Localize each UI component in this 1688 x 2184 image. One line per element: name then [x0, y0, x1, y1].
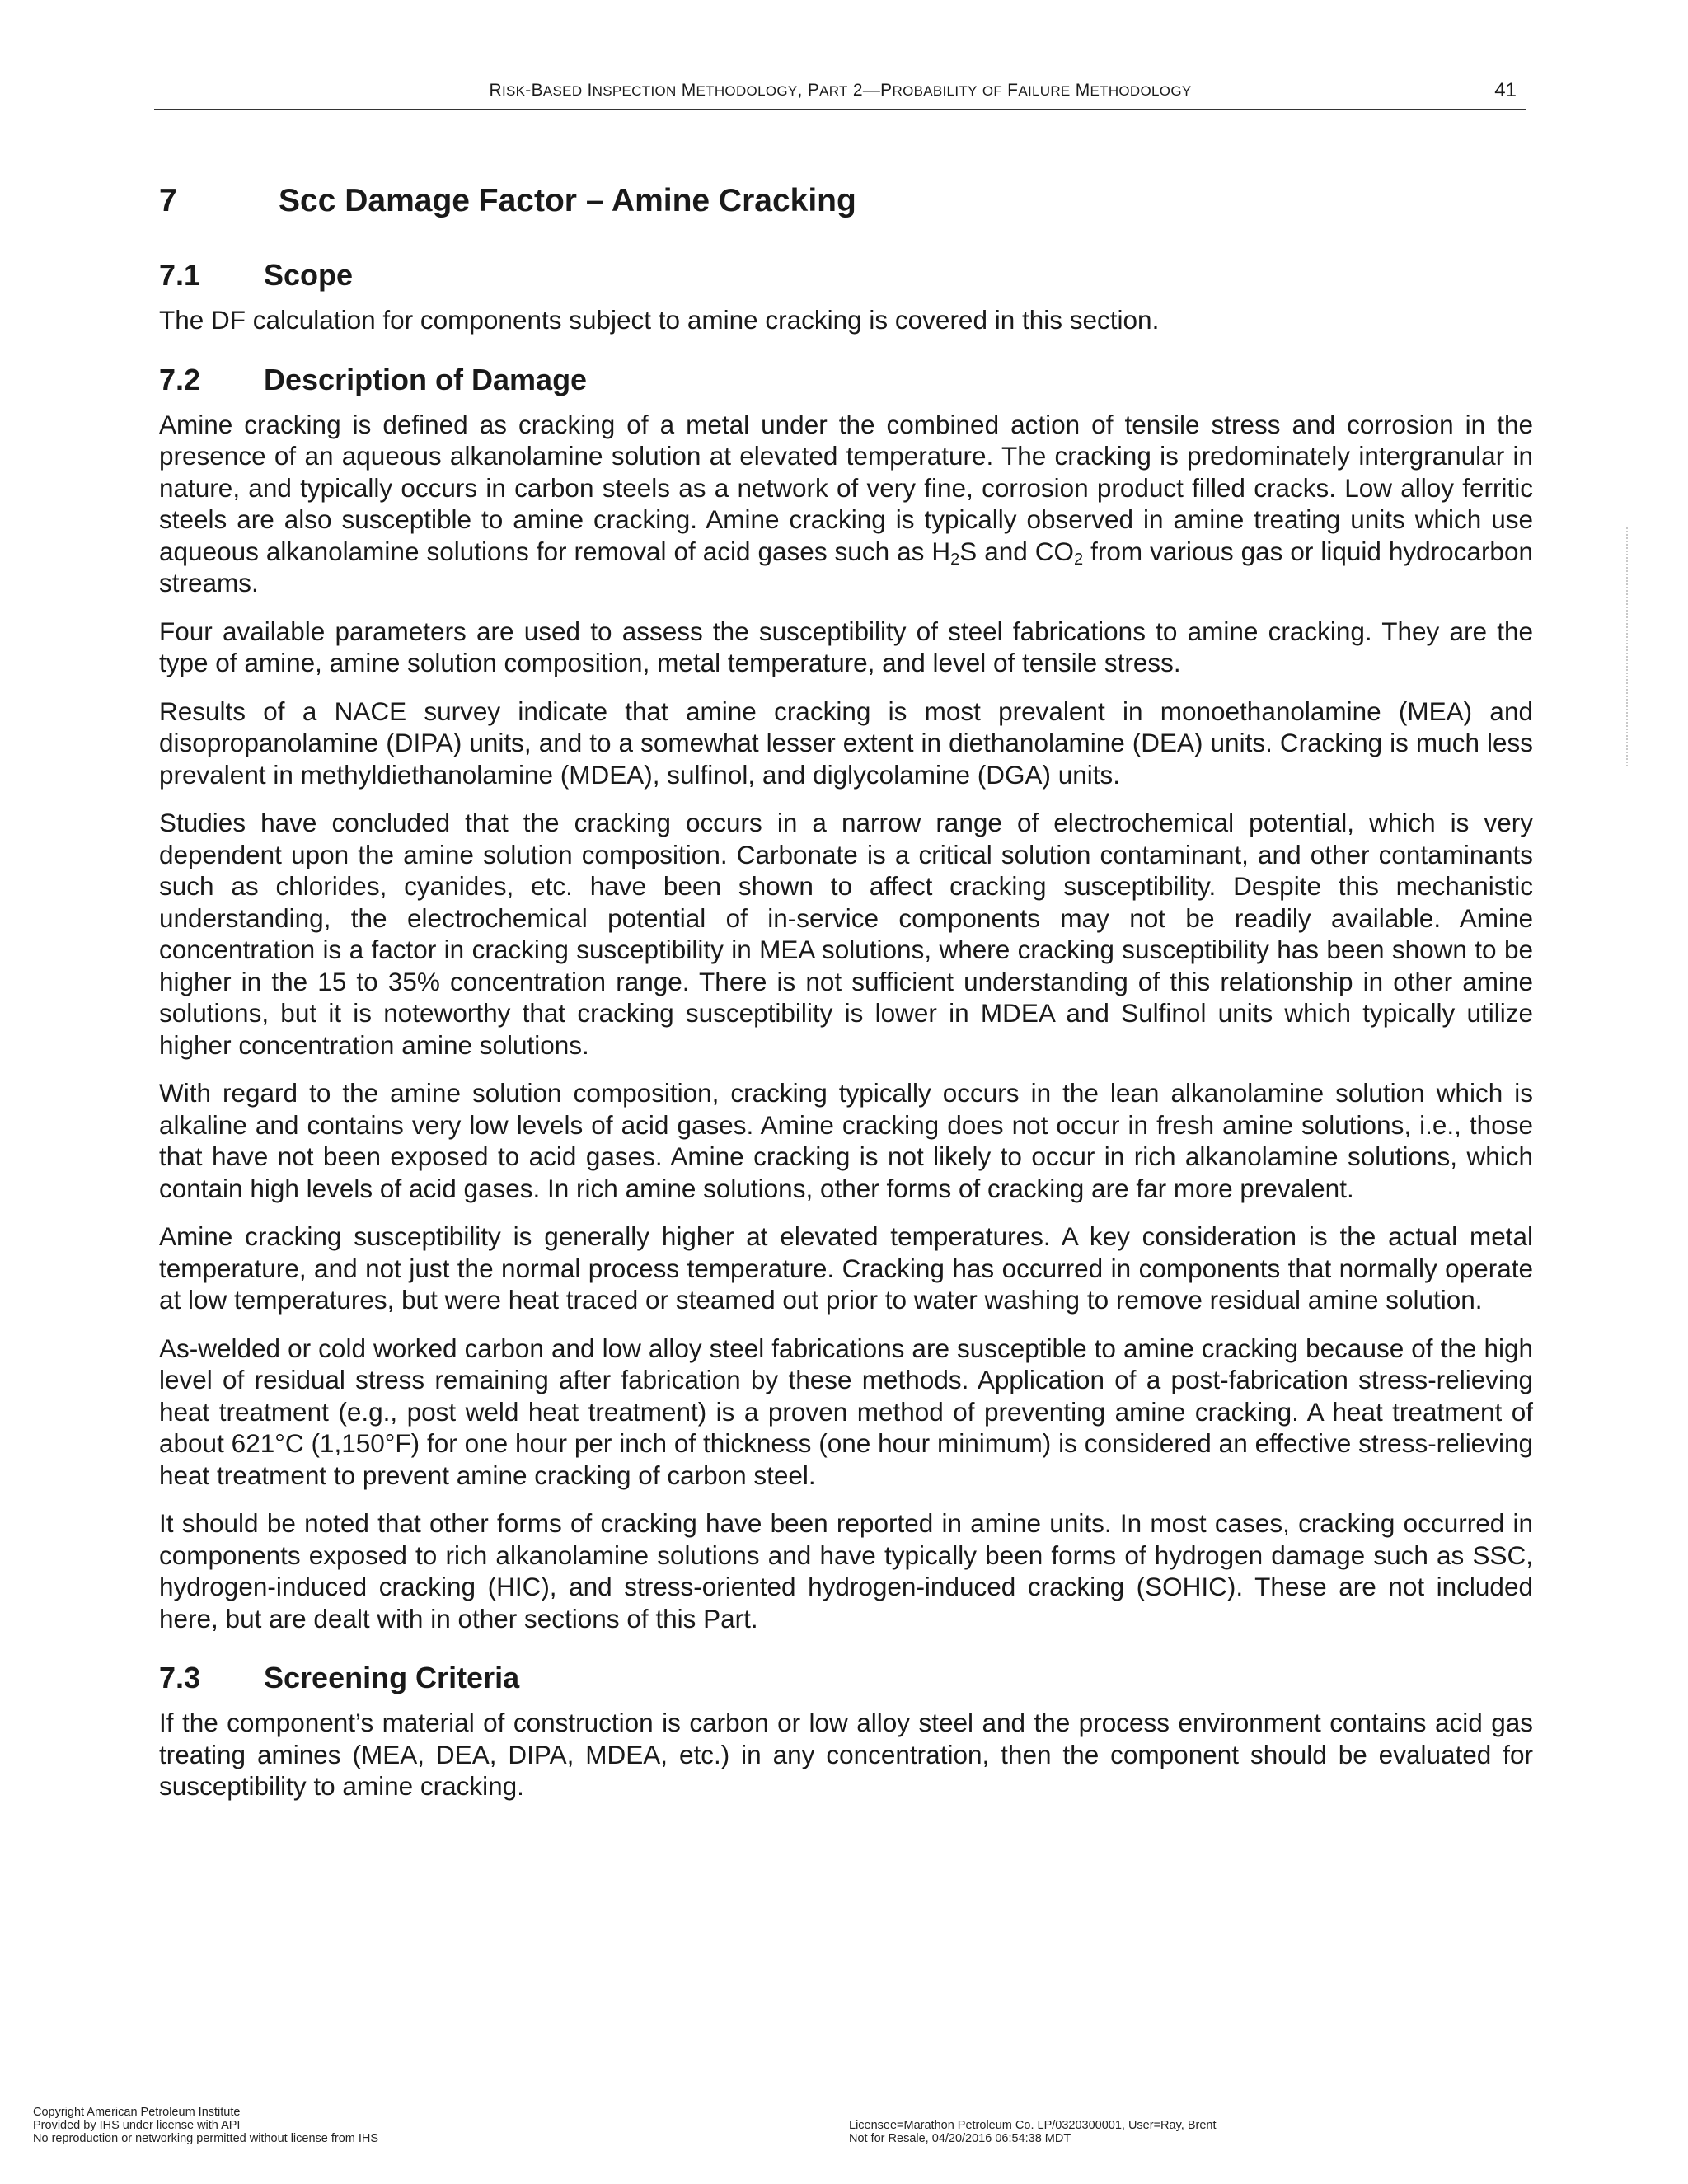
footer-left-line-1: Copyright American Petroleum Institute	[33, 2106, 241, 2119]
section-7-3-heading	[159, 1657, 1533, 1699]
damage-paragraph-6: Amine cracking susceptibility is generally higher at elevated temperatures. A key consideration is the actual metal temperature, and not just the normal process temperature. Cracking has occurred in components that normally operate at low temperatures, but were heat traced or steamed out prior to water washing to remove residual amine solution.	[159, 1221, 1533, 1315]
footer-license	[849, 2119, 1216, 2145]
damage-paragraph-2: Four available parameters are used to assess the susceptibility of steel fabrications to amine cracking. They are the type of amine, amine solution composition, metal temperature, and level of tensile stress.	[159, 616, 1533, 677]
damage-paragraph-5: With regard to the amine solution composition, cracking typically occurs in the lean alkanolamine solution which is alkaline and contains very low levels of acid gases. Amine cracking does not occur in fresh amine solutions, i.e., those that have not been exposed to acid gases. Amine cracking is not likely to occur in rich alkanolamine solutions, which contain high levels of acid gases. In rich amine solutions, other forms of cracking are far more prevalent.	[159, 1078, 1533, 1203]
footer-copyright	[33, 2106, 378, 2145]
damage-p1-text-c: from various gas or liquid hydrocarbon streams.	[159, 536, 1533, 598]
section-7-3-title: Screening Criteria	[264, 1661, 520, 1694]
scope-paragraph: The DF calculation for components subject to amine cracking is covered in this section.	[159, 305, 1160, 335]
running-header	[154, 79, 1526, 110]
damage-paragraph-1	[159, 409, 1533, 599]
section-7-3-number: 7.3	[159, 1661, 201, 1694]
damage-paragraph-7: As-welded or cold worked carbon and low alloy steel fabrications are susceptible to amine cracking because of the high level of residual stress remaining after fabrication by these methods. Application of a post-fabrication stress-relieving heat treatment (e.g., post weld heat treatment) is a proven method of preventing amine cracking. A heat treatment of about 621°C (1,150°F) for one hour per inch of thickness (one hour minimum) is considered an effective stress-relieving heat treatment to prevent amine cracking of carbon steel.	[159, 1333, 1533, 1490]
section-7-1-heading	[159, 255, 1533, 296]
footer-right-line-2: Not for Resale, 04/20/2016 06:54:38 MDT	[849, 2132, 1071, 2145]
header-title-text: RISK-BASED INSPECTION METHODOLOGY, PART 2—PROBABILITY OF FAILURE METHODOLOGY	[489, 81, 1192, 100]
screening-paragraph: If the component’s material of construction is carbon or low alloy steel and the process environment contains acid gas treating amines (MEA, DEA, DIPA, MDEA, etc.) in any concentration, then the component should be evaluated for susceptibility to amine cracking.	[159, 1708, 1533, 1801]
damage-paragraph-8: It should be noted that other forms of cracking have been reported in amine units. In most cases, cracking occurred in components exposed to rich alkanolamine solutions and have typically been forms of hydrogen damage such as SSC, hydrogen-induced cracking (HIC), and stress-oriented hydrogen-induced cracking (SOHIC). These are not included here, but are dealt with in other sections of this Part.	[159, 1508, 1533, 1633]
footer-left-line-2: Provided by IHS under license with API	[33, 2119, 241, 2132]
page-number: 41	[1494, 79, 1517, 101]
section-7-title: Scc Damage Factor – Amine Cracking	[279, 183, 856, 218]
section-7-1-number: 7.1	[159, 258, 201, 292]
damage-paragraph-4: Studies have concluded that the cracking occurs in a narrow range of electrochemical potential, which is very dependent upon the amine solution composition. Carbonate is a critical solution contaminant, and other contaminants such as chlorides, cyanides, etc. have been shown to affect cracking susceptibility. Despite this mechanistic understanding, the electrochemical potential of in-service components may not be readily available. Amine concentration is a factor in cracking susceptibility in MEA solutions, where cracking susceptibility has been shown to be higher in the 15 to 35% concentration range. There is not sufficient understanding of this relationship in other amine solutions, but it is noteworthy that cracking susceptibility is lower in MDEA and Sulfinol units which typically utilize higher concentration amine solutions.	[159, 808, 1533, 1060]
co2-subscript: 2	[1073, 550, 1084, 569]
section-7-number: 7	[159, 183, 177, 218]
footer-right-line-1: Licensee=Marathon Petroleum Co. LP/0320300001, User=Ray, Brent	[849, 2119, 1217, 2132]
running-header-title	[154, 81, 1526, 101]
damage-paragraph-3: Results of a NACE survey indicate that amine cracking is most prevalent in monoethanolamine (MEA) and disopropanolamine (DIPA) units, and to a somewhat lesser extent in diethanolamine (DEA) units. Cracking is much less prevalent in methyldiethanolamine (MDEA), sulfinol, and diglycolamine (DGA) units.	[159, 696, 1533, 790]
section-7-1-title: Scope	[264, 258, 354, 292]
section-7-2-heading	[159, 359, 1533, 401]
section-7-heading	[159, 177, 1533, 225]
document-body	[159, 177, 1533, 1819]
margin-dotted-mark	[1626, 527, 1630, 766]
footer-left-line-3: No reproduction or networking permitted without license from IHS	[33, 2132, 379, 2145]
damage-p1-text-a: Amine cracking is defined as cracking of a metal under the combined action of tensile stress and corrosion in the presence of an aqueous alkanolamine solution at elevated temperature. The cracking is predominately intergranular in nature, and typically occurs in carbon steels as a network of very fine, corrosion product filled cracks. Low alloy ferritic steels are also susceptible to amine cracking. Amine cracking is typically observed in amine treating units which use aqueous alkanolamine solutions for removal of acid gases such as H	[159, 409, 1533, 566]
section-7-2-number: 7.2	[159, 362, 201, 396]
damage-p1-text-b: S and CO	[959, 536, 1074, 566]
section-7-2-title: Description of Damage	[264, 362, 588, 396]
h2s-subscript: 2	[950, 550, 960, 569]
